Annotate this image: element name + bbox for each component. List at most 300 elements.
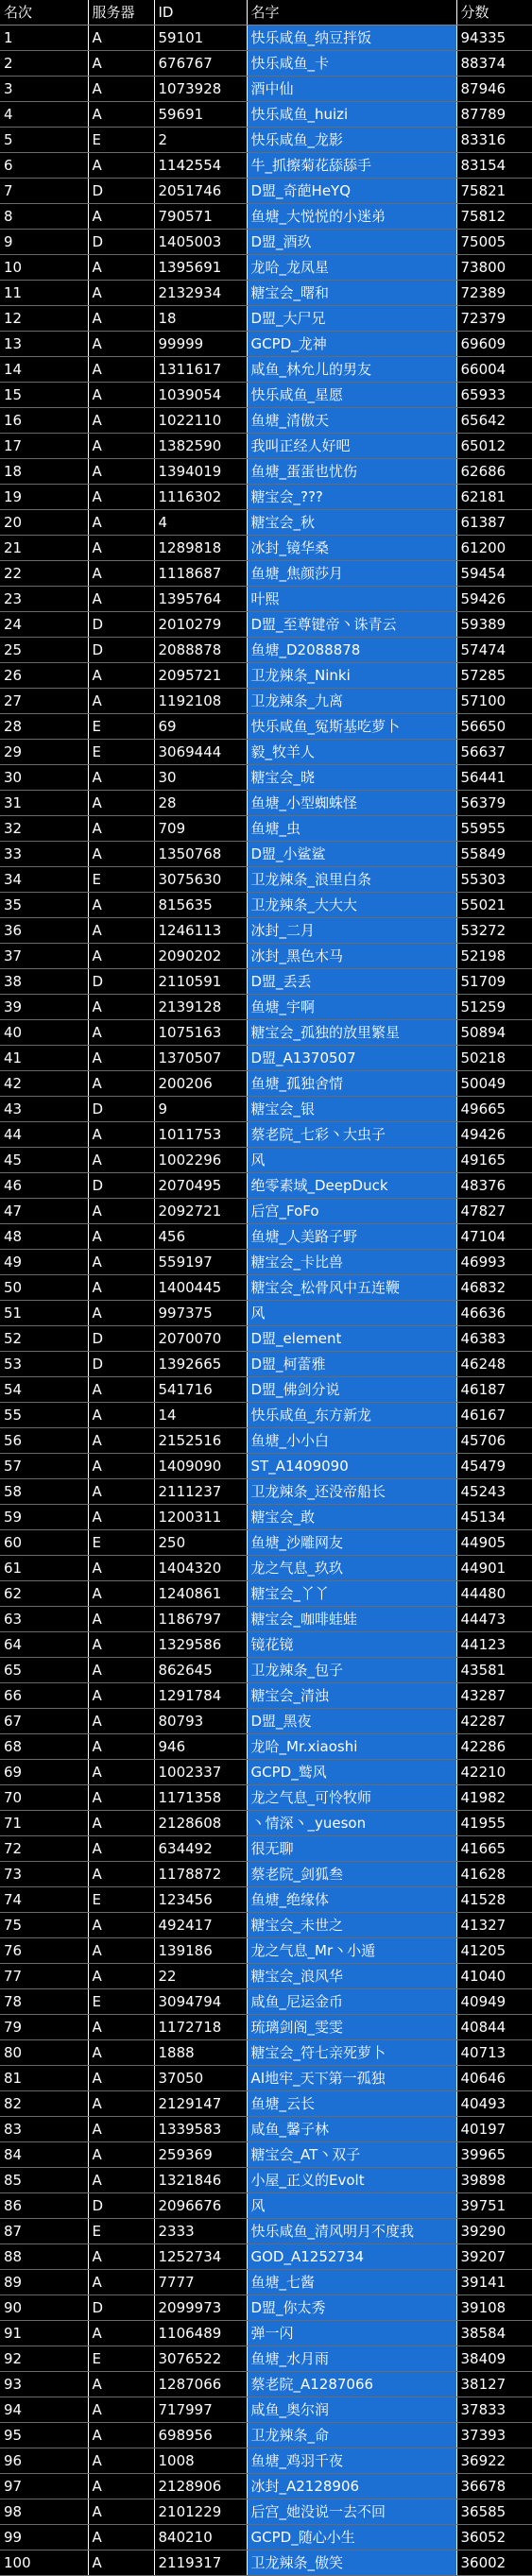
score-cell: 39108 bbox=[456, 2295, 532, 2321]
header-name: 名字 bbox=[247, 0, 456, 26]
server-cell: A bbox=[88, 765, 154, 791]
rank-cell: 8 bbox=[0, 204, 88, 230]
score-cell: 94335 bbox=[456, 26, 532, 51]
server-cell: A bbox=[88, 1071, 154, 1097]
rank-cell: 90 bbox=[0, 2295, 88, 2321]
id-cell: 9 bbox=[154, 1097, 247, 1122]
server-cell: A bbox=[88, 1250, 154, 1275]
server-cell: A bbox=[88, 2397, 154, 2423]
server-cell: A bbox=[88, 2015, 154, 2040]
rank-cell: 79 bbox=[0, 2015, 88, 2040]
table-row bbox=[0, 1658, 532, 1683]
table-row bbox=[0, 893, 532, 918]
server-cell: A bbox=[88, 1148, 154, 1173]
table-row bbox=[0, 306, 532, 332]
rank-cell: 55 bbox=[0, 1403, 88, 1428]
name-cell: GCPD_鹫风 bbox=[247, 1760, 456, 1785]
name-cell: D盟_奇葩HeYQ bbox=[247, 179, 456, 204]
table-row bbox=[0, 740, 532, 765]
score-cell: 66004 bbox=[456, 357, 532, 383]
name-cell: 琉璃剑阁_雯雯 bbox=[247, 2015, 456, 2040]
score-cell: 56650 bbox=[456, 714, 532, 740]
id-cell: 2070495 bbox=[154, 1173, 247, 1199]
server-cell: A bbox=[88, 153, 154, 179]
header-id: ID bbox=[154, 0, 247, 26]
score-cell: 72379 bbox=[456, 306, 532, 332]
table-row bbox=[0, 2550, 532, 2576]
id-cell: 1008 bbox=[154, 2448, 247, 2474]
score-cell: 46993 bbox=[456, 1250, 532, 1275]
name-cell: 快乐咸鱼_龙影 bbox=[247, 128, 456, 153]
server-cell: D bbox=[88, 2193, 154, 2219]
server-cell: A bbox=[88, 485, 154, 510]
name-cell: 糖宝会_丫丫 bbox=[247, 1581, 456, 1607]
rank-cell: 78 bbox=[0, 1989, 88, 2015]
rank-cell: 96 bbox=[0, 2448, 88, 2474]
table-row bbox=[0, 459, 532, 485]
server-cell: A bbox=[88, 408, 154, 434]
name-cell: 糖宝会_秋 bbox=[247, 510, 456, 536]
id-cell: 2010279 bbox=[154, 612, 247, 638]
server-cell: A bbox=[88, 434, 154, 459]
id-cell: 456 bbox=[154, 1224, 247, 1250]
id-cell: 3076522 bbox=[154, 2346, 247, 2372]
id-cell: 1392665 bbox=[154, 1352, 247, 1377]
server-cell: A bbox=[88, 816, 154, 842]
server-cell: A bbox=[88, 332, 154, 357]
id-cell: 59101 bbox=[154, 26, 247, 51]
id-cell: 946 bbox=[154, 1734, 247, 1760]
server-cell: A bbox=[88, 1479, 154, 1505]
id-cell: 1178872 bbox=[154, 1862, 247, 1887]
id-cell: 1321846 bbox=[154, 2168, 247, 2193]
table-row bbox=[0, 1556, 532, 1581]
score-cell: 46636 bbox=[456, 1301, 532, 1326]
table-row bbox=[0, 2117, 532, 2142]
header-row bbox=[0, 0, 532, 26]
table-row bbox=[0, 1020, 532, 1046]
rank-cell: 52 bbox=[0, 1326, 88, 1352]
table-row bbox=[0, 26, 532, 51]
score-cell: 42286 bbox=[456, 1734, 532, 1760]
name-cell: 快乐咸鱼_冤斯基吃萝卜 bbox=[247, 714, 456, 740]
server-cell: A bbox=[88, 1836, 154, 1862]
rank-cell: 35 bbox=[0, 893, 88, 918]
name-cell: 蔡老院_七彩丶大虫子 bbox=[247, 1122, 456, 1148]
table-row bbox=[0, 2219, 532, 2244]
rank-cell: 64 bbox=[0, 1632, 88, 1658]
score-cell: 46187 bbox=[456, 1377, 532, 1403]
score-cell: 44480 bbox=[456, 1581, 532, 1607]
score-cell: 88374 bbox=[456, 51, 532, 77]
name-cell: 糖宝会_松骨风中五连鞭 bbox=[247, 1275, 456, 1301]
id-cell: 80793 bbox=[154, 1709, 247, 1734]
score-cell: 46248 bbox=[456, 1352, 532, 1377]
table-row bbox=[0, 1734, 532, 1760]
id-cell: 1039054 bbox=[154, 383, 247, 408]
server-cell: A bbox=[88, 26, 154, 51]
id-cell: 862645 bbox=[154, 1658, 247, 1683]
score-cell: 38409 bbox=[456, 2346, 532, 2372]
score-cell: 45243 bbox=[456, 1479, 532, 1505]
rank-cell: 58 bbox=[0, 1479, 88, 1505]
server-cell: A bbox=[88, 842, 154, 867]
id-cell: 123456 bbox=[154, 1887, 247, 1913]
table-row bbox=[0, 1148, 532, 1173]
id-cell: 99999 bbox=[154, 332, 247, 357]
server-cell: A bbox=[88, 51, 154, 77]
server-cell: A bbox=[88, 1046, 154, 1071]
server-cell: A bbox=[88, 2321, 154, 2346]
name-cell: 风 bbox=[247, 2193, 456, 2219]
score-cell: 44901 bbox=[456, 1556, 532, 1581]
score-cell: 59454 bbox=[456, 561, 532, 587]
name-cell: 快乐咸鱼_huizi bbox=[247, 102, 456, 128]
name-cell: 鱼塘_小型蜘蛛怪 bbox=[247, 791, 456, 816]
table-row bbox=[0, 918, 532, 944]
table-row bbox=[0, 2040, 532, 2066]
rank-cell: 53 bbox=[0, 1352, 88, 1377]
server-cell: D bbox=[88, 638, 154, 663]
score-cell: 75821 bbox=[456, 179, 532, 204]
name-cell: GOD_A1252734 bbox=[247, 2244, 456, 2270]
server-cell: A bbox=[88, 1913, 154, 1938]
score-cell: 44473 bbox=[456, 1607, 532, 1632]
table-row bbox=[0, 1326, 532, 1352]
id-cell: 698956 bbox=[154, 2423, 247, 2448]
name-cell: 绝零素域_DeepDuck bbox=[247, 1173, 456, 1199]
rank-cell: 87 bbox=[0, 2219, 88, 2244]
id-cell: 1339583 bbox=[154, 2117, 247, 2142]
name-cell: 我叫正经人好吧 bbox=[247, 434, 456, 459]
rank-cell: 84 bbox=[0, 2142, 88, 2168]
rank-cell: 86 bbox=[0, 2193, 88, 2219]
id-cell: 1192108 bbox=[154, 689, 247, 714]
name-cell: D盟_柯蕾雅 bbox=[247, 1352, 456, 1377]
table-row bbox=[0, 2270, 532, 2295]
rank-cell: 10 bbox=[0, 255, 88, 281]
score-cell: 46832 bbox=[456, 1275, 532, 1301]
server-cell: E bbox=[88, 867, 154, 893]
id-cell: 1186797 bbox=[154, 1607, 247, 1632]
server-cell: D bbox=[88, 612, 154, 638]
id-cell: 7777 bbox=[154, 2270, 247, 2295]
table-row bbox=[0, 791, 532, 816]
id-cell: 2129147 bbox=[154, 2091, 247, 2117]
table-row bbox=[0, 1071, 532, 1097]
table-row bbox=[0, 969, 532, 995]
name-cell: 糖宝会_银 bbox=[247, 1097, 456, 1122]
server-cell: D bbox=[88, 1352, 154, 1377]
score-cell: 55303 bbox=[456, 867, 532, 893]
server-cell: A bbox=[88, 2244, 154, 2270]
score-cell: 50894 bbox=[456, 1020, 532, 1046]
name-cell: 快乐咸鱼_卡 bbox=[247, 51, 456, 77]
table-row bbox=[0, 2397, 532, 2423]
score-cell: 61200 bbox=[456, 536, 532, 561]
table-row bbox=[0, 663, 532, 689]
name-cell: 冰封_黑色木马 bbox=[247, 944, 456, 969]
score-cell: 46167 bbox=[456, 1403, 532, 1428]
server-cell: A bbox=[88, 536, 154, 561]
table-row bbox=[0, 1454, 532, 1479]
rank-cell: 60 bbox=[0, 1530, 88, 1556]
table-row bbox=[0, 2448, 532, 2474]
rank-cell: 9 bbox=[0, 230, 88, 255]
score-cell: 39965 bbox=[456, 2142, 532, 2168]
rank-cell: 17 bbox=[0, 434, 88, 459]
score-cell: 61387 bbox=[456, 510, 532, 536]
score-cell: 36002 bbox=[456, 2550, 532, 2576]
id-cell: 1888 bbox=[154, 2040, 247, 2066]
name-cell: GCPD_龙神 bbox=[247, 332, 456, 357]
table-row bbox=[0, 485, 532, 510]
table-row bbox=[0, 638, 532, 663]
id-cell: 1404320 bbox=[154, 1556, 247, 1581]
name-cell: D盟_黑夜 bbox=[247, 1709, 456, 1734]
score-cell: 55021 bbox=[456, 893, 532, 918]
name-cell: 冰封_A2128906 bbox=[247, 2474, 456, 2499]
name-cell: 卫龙辣条_大大大 bbox=[247, 893, 456, 918]
score-cell: 36678 bbox=[456, 2474, 532, 2499]
table-row bbox=[0, 1683, 532, 1709]
table-row bbox=[0, 1301, 532, 1326]
rank-cell: 19 bbox=[0, 485, 88, 510]
table-row bbox=[0, 944, 532, 969]
id-cell: 139186 bbox=[154, 1938, 247, 1964]
table-row bbox=[0, 1377, 532, 1403]
rank-cell: 57 bbox=[0, 1454, 88, 1479]
name-cell: 咸鱼_馨子林 bbox=[247, 2117, 456, 2142]
table-row bbox=[0, 383, 532, 408]
id-cell: 1382590 bbox=[154, 434, 247, 459]
id-cell: 1022110 bbox=[154, 408, 247, 434]
table-row bbox=[0, 2499, 532, 2525]
id-cell: 790571 bbox=[154, 204, 247, 230]
table-row bbox=[0, 1403, 532, 1428]
rank-cell: 38 bbox=[0, 969, 88, 995]
id-cell: 1116302 bbox=[154, 485, 247, 510]
server-cell: A bbox=[88, 1199, 154, 1224]
id-cell: 2333 bbox=[154, 2219, 247, 2244]
id-cell: 1350768 bbox=[154, 842, 247, 867]
table-row bbox=[0, 1785, 532, 1811]
id-cell: 2128608 bbox=[154, 1811, 247, 1836]
rank-cell: 1 bbox=[0, 26, 88, 51]
id-cell: 2101229 bbox=[154, 2499, 247, 2525]
server-cell: A bbox=[88, 102, 154, 128]
rank-cell: 67 bbox=[0, 1709, 88, 1734]
name-cell: 糖宝会_符七亲死萝卜 bbox=[247, 2040, 456, 2066]
score-cell: 39207 bbox=[456, 2244, 532, 2270]
rank-cell: 92 bbox=[0, 2346, 88, 2372]
table-row bbox=[0, 1224, 532, 1250]
score-cell: 72389 bbox=[456, 281, 532, 306]
server-cell: D bbox=[88, 969, 154, 995]
score-cell: 37393 bbox=[456, 2423, 532, 2448]
rank-cell: 6 bbox=[0, 153, 88, 179]
server-cell: A bbox=[88, 1454, 154, 1479]
id-cell: 815635 bbox=[154, 893, 247, 918]
name-cell: 糖宝会_未世之 bbox=[247, 1913, 456, 1938]
table-row bbox=[0, 1250, 532, 1275]
table-row bbox=[0, 2321, 532, 2346]
rank-cell: 20 bbox=[0, 510, 88, 536]
table-row bbox=[0, 2372, 532, 2397]
id-cell: 3075630 bbox=[154, 867, 247, 893]
name-cell: 糖宝会_晓 bbox=[247, 765, 456, 791]
name-cell: 龙之气息_可怜牧师 bbox=[247, 1785, 456, 1811]
id-cell: 1106489 bbox=[154, 2321, 247, 2346]
score-cell: 69609 bbox=[456, 332, 532, 357]
score-cell: 39898 bbox=[456, 2168, 532, 2193]
score-cell: 62181 bbox=[456, 485, 532, 510]
server-cell: A bbox=[88, 561, 154, 587]
server-cell: A bbox=[88, 663, 154, 689]
id-cell: 1118687 bbox=[154, 561, 247, 587]
server-cell: A bbox=[88, 1556, 154, 1581]
server-cell: D bbox=[88, 1097, 154, 1122]
rank-cell: 44 bbox=[0, 1122, 88, 1148]
score-cell: 37833 bbox=[456, 2397, 532, 2423]
table-row bbox=[0, 1046, 532, 1071]
rank-cell: 4 bbox=[0, 102, 88, 128]
name-cell: 糖宝会_曙和 bbox=[247, 281, 456, 306]
table-row bbox=[0, 1479, 532, 1505]
server-cell: A bbox=[88, 918, 154, 944]
table-row bbox=[0, 1938, 532, 1964]
rank-cell: 48 bbox=[0, 1224, 88, 1250]
rank-cell: 98 bbox=[0, 2499, 88, 2525]
name-cell: 鱼塘_小小白 bbox=[247, 1428, 456, 1454]
name-cell: 酒中仙 bbox=[247, 77, 456, 102]
id-cell: 997375 bbox=[154, 1301, 247, 1326]
server-cell: A bbox=[88, 1607, 154, 1632]
score-cell: 39751 bbox=[456, 2193, 532, 2219]
id-cell: 1400445 bbox=[154, 1275, 247, 1301]
score-cell: 87789 bbox=[456, 102, 532, 128]
id-cell: 2051746 bbox=[154, 179, 247, 204]
table-row bbox=[0, 2346, 532, 2372]
id-cell: 14 bbox=[154, 1403, 247, 1428]
rank-cell: 36 bbox=[0, 918, 88, 944]
name-cell: 鱼塘_焦颜莎月 bbox=[247, 561, 456, 587]
name-cell: 鱼塘_鸡羽千夜 bbox=[247, 2448, 456, 2474]
server-cell: A bbox=[88, 2423, 154, 2448]
server-cell: A bbox=[88, 995, 154, 1020]
score-cell: 40493 bbox=[456, 2091, 532, 2117]
score-cell: 44905 bbox=[456, 1530, 532, 1556]
rank-cell: 70 bbox=[0, 1785, 88, 1811]
id-cell: 1142554 bbox=[154, 153, 247, 179]
score-cell: 56441 bbox=[456, 765, 532, 791]
table-row bbox=[0, 1505, 532, 1530]
id-cell: 2070070 bbox=[154, 1326, 247, 1352]
id-cell: 1395691 bbox=[154, 255, 247, 281]
server-cell: D bbox=[88, 1326, 154, 1352]
table-row bbox=[0, 434, 532, 459]
server-cell: A bbox=[88, 1275, 154, 1301]
rank-cell: 85 bbox=[0, 2168, 88, 2193]
id-cell: 840210 bbox=[154, 2525, 247, 2550]
id-cell: 30 bbox=[154, 765, 247, 791]
server-cell: E bbox=[88, 740, 154, 765]
rank-cell: 3 bbox=[0, 77, 88, 102]
table-row bbox=[0, 510, 532, 536]
score-cell: 75005 bbox=[456, 230, 532, 255]
rank-cell: 45 bbox=[0, 1148, 88, 1173]
rank-cell: 82 bbox=[0, 2091, 88, 2117]
rank-cell: 22 bbox=[0, 561, 88, 587]
name-cell: 鱼塘_虫 bbox=[247, 816, 456, 842]
table-row bbox=[0, 1709, 532, 1734]
name-cell: 鱼塘_D2088878 bbox=[247, 638, 456, 663]
rank-cell: 16 bbox=[0, 408, 88, 434]
table-row bbox=[0, 2015, 532, 2040]
server-cell: A bbox=[88, 1862, 154, 1887]
rank-cell: 7 bbox=[0, 179, 88, 204]
name-cell: 龙之气息_玖玖 bbox=[247, 1556, 456, 1581]
table-row bbox=[0, 1836, 532, 1862]
name-cell: 蔡老院_A1287066 bbox=[247, 2372, 456, 2397]
rank-cell: 31 bbox=[0, 791, 88, 816]
name-cell: 冰封_二月 bbox=[247, 918, 456, 944]
rank-cell: 89 bbox=[0, 2270, 88, 2295]
rank-cell: 25 bbox=[0, 638, 88, 663]
table-row bbox=[0, 1352, 532, 1377]
table-row bbox=[0, 153, 532, 179]
score-cell: 43287 bbox=[456, 1683, 532, 1709]
name-cell: 叶熙 bbox=[247, 587, 456, 612]
server-cell: A bbox=[88, 383, 154, 408]
table-row bbox=[0, 1097, 532, 1122]
rank-cell: 33 bbox=[0, 842, 88, 867]
score-cell: 36922 bbox=[456, 2448, 532, 2474]
id-cell: 541716 bbox=[154, 1377, 247, 1403]
server-cell: E bbox=[88, 128, 154, 153]
table-row bbox=[0, 1275, 532, 1301]
table-row bbox=[0, 587, 532, 612]
score-cell: 36052 bbox=[456, 2525, 532, 2550]
name-cell: 快乐咸鱼_东方新龙 bbox=[247, 1403, 456, 1428]
table-row bbox=[0, 2295, 532, 2321]
server-cell: D bbox=[88, 230, 154, 255]
name-cell: 咸鱼_尼运金币 bbox=[247, 1989, 456, 2015]
server-cell: A bbox=[88, 2448, 154, 2474]
header-rank: 名次 bbox=[0, 0, 88, 26]
server-cell: A bbox=[88, 944, 154, 969]
score-cell: 83154 bbox=[456, 153, 532, 179]
score-cell: 41665 bbox=[456, 1836, 532, 1862]
id-cell: 492417 bbox=[154, 1913, 247, 1938]
score-cell: 57100 bbox=[456, 689, 532, 714]
score-cell: 45479 bbox=[456, 1454, 532, 1479]
rank-cell: 59 bbox=[0, 1505, 88, 1530]
server-cell: A bbox=[88, 2066, 154, 2091]
table-row bbox=[0, 2142, 532, 2168]
id-cell: 1287066 bbox=[154, 2372, 247, 2397]
rank-cell: 15 bbox=[0, 383, 88, 408]
server-cell: D bbox=[88, 2295, 154, 2321]
rank-cell: 95 bbox=[0, 2423, 88, 2448]
rank-cell: 69 bbox=[0, 1760, 88, 1785]
name-cell: 鱼塘_人美路子野 bbox=[247, 1224, 456, 1250]
name-cell: D盟_至尊键帝丶诛青云 bbox=[247, 612, 456, 638]
table-row bbox=[0, 2525, 532, 2550]
rank-cell: 50 bbox=[0, 1275, 88, 1301]
name-cell: 糖宝会_卡比兽 bbox=[247, 1250, 456, 1275]
server-cell: A bbox=[88, 204, 154, 230]
